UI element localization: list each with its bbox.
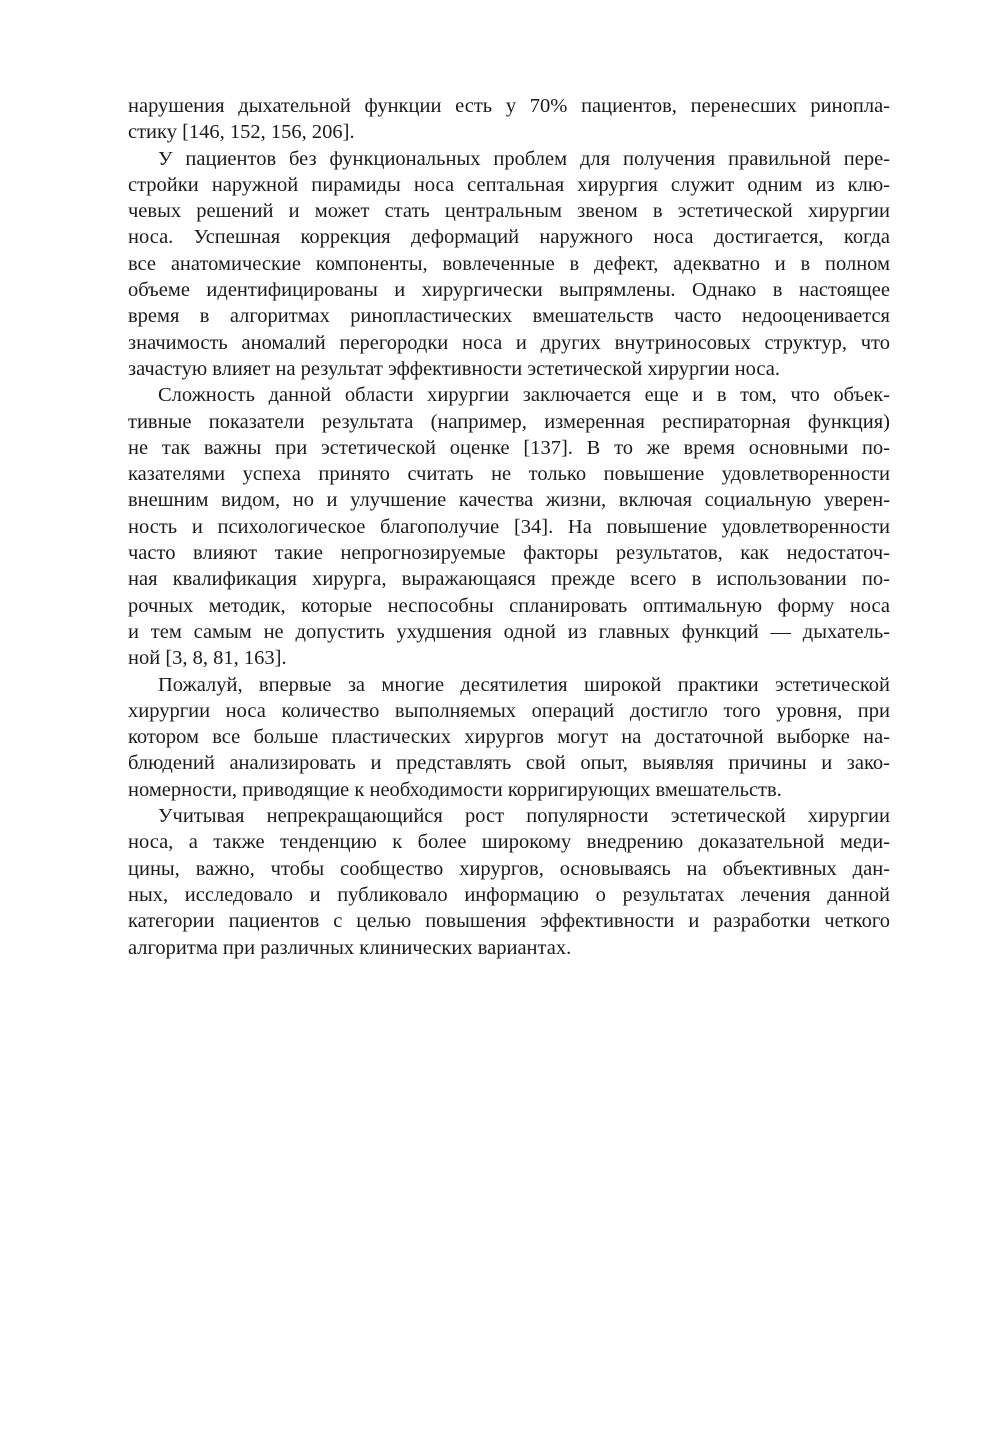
text-line: котором все больше пластических хирургов могут на достаточной выборке на- <box>128 726 890 749</box>
text-line: и тем самым не допустить ухудшения одной из главных функций — дыхатель- <box>128 620 890 643</box>
text-line: нарушения дыхательной функции есть у 70% пациентов, перенесших ринопла- <box>128 95 890 117</box>
text-line: ных, исследовало и публиковало информацию о результатах лечения данной <box>128 883 890 906</box>
text-line: алгоритма при различных клинических вариантах. <box>128 936 572 959</box>
text-line: номерности, приводящие к необходимости корригирующих вмешательств. <box>128 778 782 801</box>
paragraph-3 <box>128 382 890 671</box>
text-line: носа, а также тенденцию к более широкому внедрению доказательной меди- <box>128 831 890 854</box>
text-line: носа. Успешная коррекция деформаций наружного носа достигается, когда <box>128 226 890 249</box>
text-line: Пожалуй, впервые за многие десятилетия широкой практики эстетической <box>158 673 890 696</box>
text-line: стику [146, 152, 156, 206]. <box>128 121 355 144</box>
body-text <box>128 93 890 961</box>
text-line: стройки наружной пирамиды носа септальная хирургия служит одним из клю- <box>128 173 890 196</box>
text-line: тивные показатели результата (например, измеренная респираторная функция) <box>128 410 890 433</box>
text-line: ность и психологическое благополучие [34]. На повышение удовлетворенности <box>128 515 890 538</box>
text-line: часто влияют такие непрогнозируемые факторы результатов, как недостаточ- <box>128 542 890 565</box>
text-line: объеме идентифицированы и хирургически выпрямлены. Однако в настоящее <box>128 279 890 302</box>
text-line: ная квалификация хирурга, выражающаяся прежде всего в использовании по- <box>128 568 890 591</box>
text-line: Учитывая непрекращающийся рост популярности эстетической хирургии <box>158 805 890 828</box>
text-line: хирургии носа количество выполняемых операций достигло того уровня, при <box>128 699 890 722</box>
paragraph-5 <box>128 803 890 961</box>
text-line: чевых решений и может стать центральным звеном в эстетической хирургии <box>128 200 890 223</box>
text-line: категории пациентов с целью повышения эффективности и разработки четкого <box>128 910 890 933</box>
text-line: блюдений анализировать и представлять свой опыт, выявляя причины и зако- <box>128 752 890 775</box>
text-line: цины, важно, чтобы сообщество хирургов, основываясь на объективных дан- <box>128 857 890 880</box>
paragraph-4 <box>128 672 890 803</box>
text-line: все анатомические компоненты, вовлеченные в дефект, адекватно и в полном <box>128 252 890 275</box>
text-line: не так важны при эстетической оценке [137]. В то же время основными по- <box>128 436 890 459</box>
paragraph-1 <box>128 93 890 146</box>
text-line: внешним видом, но и улучшение качества жизни, включая социальную уверен- <box>128 489 890 512</box>
text-line: зачастую влияет на результат эффективности эстетической хирургии носа. <box>128 357 781 380</box>
text-line: У пациентов без функциональных проблем для получения правильной пере- <box>158 147 890 170</box>
text-line: ной [3, 8, 81, 163]. <box>128 647 287 670</box>
text-line: время в алгоритмах ринопластических вмешательств часто недооценивается <box>128 305 890 328</box>
text-line: значимость аномалий перегородки носа и других внутриносовых структур, что <box>128 331 890 354</box>
paragraph-2 <box>128 146 890 383</box>
text-line: Сложность данной области хирургии заключается еще и в том, что объек- <box>158 384 890 407</box>
text-line: казателями успеха принято считать не только повышение удовлетворенности <box>128 463 890 486</box>
text-line: рочных методик, которые неспособны спланировать оптимальную форму носа <box>128 594 890 617</box>
